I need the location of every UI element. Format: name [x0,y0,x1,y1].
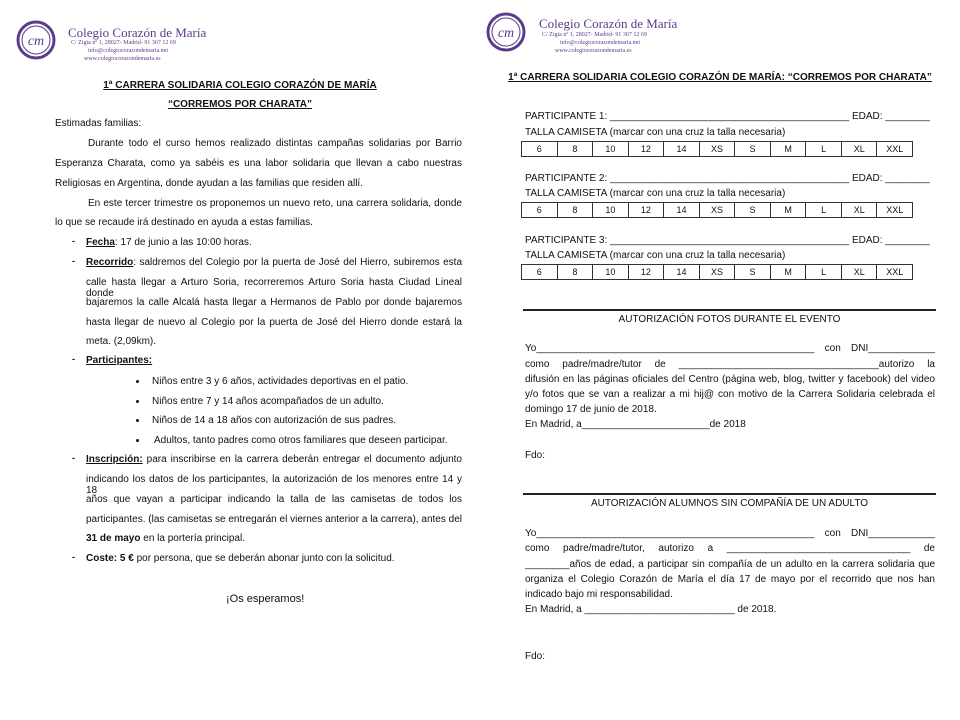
fotos-line: domingo 17 de junio de 2018. [525,404,657,415]
recorrido-line: bajaremos la calle Alcalá hasta llegar a Hermanos de Pablo por donde bajaremos [86,297,462,308]
fotos-line[interactable]: Yo__________________________________________________ con DNI____________ [525,343,935,354]
dash-bullet: - [72,453,75,463]
p2-line: lo que se recaude irá destinado en ayuda a estas familias. [55,217,313,228]
size-cell[interactable]: 12 [629,203,665,217]
svg-text:cm: cm [27,34,45,49]
recorrido-item [86,257,462,268]
coste-text: por persona, que se deberán abonar junto con la solicitud. [133,553,395,564]
fotos-date-field[interactable]: En Madrid, a_______________________de 2018 [525,419,746,430]
alumnos-line[interactable]: ________años de edad, a participar sin compañía de un adulto en la carrera solidaria que [525,559,935,570]
talla-label: TALLA CAMISETA (marcar con una cruz la talla necesaria) [525,250,786,261]
inscripcion-text: para inscribirse en la carrera deberán entregar el documento adjunto [142,454,462,465]
recorrido-line: hasta llegar de nuevo al Colegio por la puerta de José del Hierro donde estará la [86,317,462,328]
fecha-item [86,237,252,248]
alumnos-date-field[interactable]: En Madrid, a ___________________________ de 2018. [525,604,777,615]
size-cell[interactable]: 6 [522,265,558,279]
size-grid-3 [521,264,913,280]
size-cell[interactable]: 8 [558,142,594,156]
talla-label: TALLA CAMISETA (marcar con una cruz la talla necesaria) [525,188,786,199]
size-cell[interactable]: M [771,142,807,156]
recorrido-label: Recorrido [86,257,134,268]
dash-bullet: - [72,354,75,364]
p2-line: En este tercer trimestre os proponemos un nuevo reto, una carrera solidaria, donde [88,198,462,209]
fotos-line[interactable]: como padre/madre/tutor de ____________________________________autorizo la [525,359,935,370]
fotos-signature[interactable]: Fdo: [525,450,546,461]
letter-subtitle: “CORREMOS POR CHARATA” [167,99,313,110]
letter-greeting: Estimadas familias: [55,118,142,129]
section-divider [523,309,936,311]
participant-2-field[interactable]: PARTICIPANTE 2: ___________________________________________ EDAD: ________ [525,173,930,184]
school-address: C/ Zigia nº 1, 28027- Madrid- 91 367 12 69 [71,40,176,46]
alumnos-line: organiza el Colegio Corazón de María el día 17 de mayo por el recorrido que nos han [525,574,935,585]
inscripcion-line [86,533,245,544]
size-cell[interactable]: 12 [629,265,665,279]
size-cell[interactable]: L [806,142,842,156]
size-cell[interactable]: 8 [558,203,594,217]
size-cell[interactable]: XL [842,265,878,279]
size-cell[interactable]: XS [700,142,736,156]
size-cell[interactable]: 10 [593,203,629,217]
size-cell[interactable]: 10 [593,142,629,156]
size-cell[interactable]: 14 [664,142,700,156]
size-cell[interactable]: M [771,203,807,217]
bullet-dot [136,439,139,442]
form-title: 1ª CARRERA SOLIDARIA COLEGIO CORAZÓN DE MARÍA: “CORREMOS POR CHARATA” [508,72,932,83]
size-cell[interactable]: 14 [664,265,700,279]
svg-text:cm: cm [497,26,515,41]
participant-1-field[interactable]: PARTICIPANTE 1: ___________________________________________ EDAD: ________ [525,111,930,122]
fotos-line: difusión en las páginas oficiales del Centro (página web, blog, twitter y facebook) del video [525,374,935,385]
alumnos-signature[interactable]: Fdo: [525,651,546,662]
school-name: Colegio Corazón de María [68,25,207,40]
inscripcion-line: indicando los datos de los participantes, la autorización de los menores entre 14 y 18 [86,474,462,496]
school-email: info@colegiocorazondemaria.net [560,40,640,46]
p1-line: Durante todo el curso hemos realizado distintas campañas solidarias por Barrio [88,138,462,149]
size-cell[interactable]: 14 [664,203,700,217]
bullet-dot [136,400,139,403]
participantes-label: Participantes: [86,355,153,366]
closing: ¡Os esperamos! [226,593,305,605]
size-cell[interactable]: XXL [886,267,904,277]
school-name: Colegio Corazón de María [539,16,678,31]
bullet-dot [136,419,139,422]
school-logo-icon [486,12,526,52]
size-cell[interactable]: 12 [629,142,665,156]
school-address: C/ Zigia nº 1, 28027- Madrid- 91 367 12 69 [542,32,647,38]
recorrido-text: : saldremos del Colegio por la puerta de José del Hierro, subiremos esta [133,257,462,268]
participant-item: Adultos, tanto padres como otros familiares que deseen participar. [154,435,448,446]
size-cell[interactable]: L [806,265,842,279]
fotos-title: AUTORIZACIÓN FOTOS DURANTE EL EVENTO [618,314,841,325]
recorrido-line: meta. (2,09km). [86,336,157,347]
participant-3-field[interactable]: PARTICIPANTE 3: ___________________________________________ EDAD: ________ [525,235,930,246]
alumnos-line[interactable]: Yo__________________________________________________ con DNI____________ [525,528,935,539]
school-web: www.colegiocorazondemaria.es [555,48,632,54]
coste-item [86,553,395,564]
size-cell[interactable]: XS [700,265,736,279]
letter-title: 1ª CARRERA SOLIDARIA COLEGIO CORAZÓN DE MARÍA [103,80,377,91]
size-cell[interactable]: 8 [558,265,594,279]
inscripcion-line: participantes. (las camisetas se entregarán el viernes anterior a la carrera), antes del [86,514,462,525]
p1-line: Esperanza Charata, como ya sabéis es una labor solidaria que llevan a cabo nuestras [55,158,462,169]
inscripcion-line: años que vayan a participar indicando la talla de las camisetas de todos los [86,494,462,505]
size-cell[interactable]: XXL [886,205,904,215]
size-cell[interactable]: XL [842,203,878,217]
dash-bullet: - [72,552,75,562]
size-cell[interactable]: 6 [522,203,558,217]
fotos-line: y/o fotos que se van a realizar a mi hij@ con motivo de la Carrera Solidaria celebrada el [525,389,935,400]
section-divider [523,493,936,495]
size-grid-2 [521,202,913,218]
size-cell[interactable]: 6 [522,142,558,156]
participant-item: Niños entre 7 y 14 años acompañados de un adulto. [152,396,384,407]
school-web: www.colegiocorazondemaria.es [84,56,161,62]
dash-bullet: - [72,256,75,266]
size-cell[interactable]: S [735,265,771,279]
dash-bullet: - [72,236,75,246]
inscripcion-label: Inscripción: [86,454,143,465]
participant-item: Niños entre 3 y 6 años, actividades deportivas en el patio. [152,376,409,387]
size-cell[interactable]: L [806,203,842,217]
fecha-text: : 17 de junio a las 10:00 horas. [114,237,252,248]
school-email: info@colegiocorazondemaria.net [88,48,168,54]
coste-label: Coste: 5 € [86,553,134,564]
alumnos-line[interactable]: como padre/madre/tutor, autorizo a _________________________________ de [525,543,935,554]
size-cell[interactable]: XXL [886,144,904,154]
participant-item: Niños de 14 a 18 años con autorización de sus padres. [152,415,397,426]
size-cell[interactable]: S [735,203,771,217]
size-cell[interactable]: XL [842,142,878,156]
recorrido-line: calle hasta llegar a Arturo Soria, recorreremos Arturo Soria hasta Ciudad Lineal donde [86,277,462,299]
size-cell[interactable]: 10 [593,265,629,279]
size-cell[interactable]: S [735,142,771,156]
fecha-label: Fecha [86,237,115,248]
inscripcion-item [86,454,462,465]
talla-label: TALLA CAMISETA (marcar con una cruz la talla necesaria) [525,127,786,138]
size-cell[interactable]: XS [700,203,736,217]
size-grid-1 [521,141,913,157]
p1-line: Religiosas en Argentina, donde ayudan a las familias que residen allí. [55,178,363,189]
bullet-dot [136,380,139,383]
alumnos-line: indicado bajo mi responsabilidad. [525,589,673,600]
inscripcion-end: en la portería principal. [140,533,245,544]
inscripcion-date: 31 de mayo [86,533,141,544]
school-logo-icon [16,20,56,60]
alumnos-title: AUTORIZACIÓN ALUMNOS SIN COMPAÑÍA DE UN ADULTO [590,498,869,509]
size-cell[interactable]: M [771,265,807,279]
